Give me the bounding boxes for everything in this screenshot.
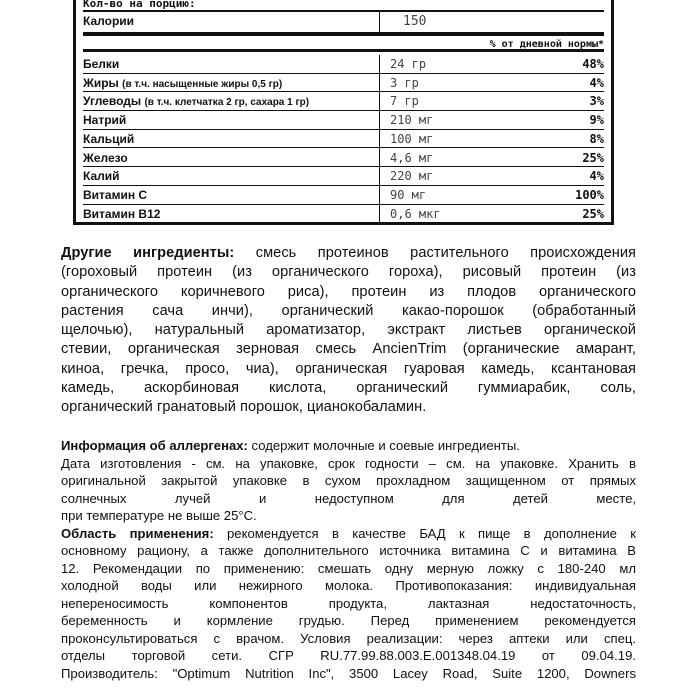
column-divider [379,55,380,223]
usage-line: холодной воды или нежирного молока. Противопоказания: индивидуальная [61,578,636,593]
nutrient-name: Железо [83,150,128,165]
nutrient-amount: 210 мг [390,113,434,128]
nutrient-name: Витамин С [83,187,148,202]
nutrient-daily-value: 100% [575,187,604,202]
nutrient-row [83,167,604,186]
nutrient-amount: 3 гр [390,75,419,90]
ingredients-line: растения сача инчи), органический какао-порошок (обработанный [61,302,636,319]
ingredients-line: киноа, гречка, просо, чиа), органическая гуаровая камедь, ксантановая [61,360,636,377]
ingredients-paragraph [61,244,636,418]
storage-line: оригинальной закрытой упаковке в сухом прохладном защищенном от прямых [61,473,636,488]
nutrient-daily-value: 4% [589,75,604,90]
nutrient-name: Натрий [83,113,127,128]
nutrient-amount: 220 мг [390,169,434,184]
ingredients-label: Другие ингредиенты: [61,245,235,261]
ingredients-line: стевии, органическая зерновая смесь AncienTrim (органические амарант, [61,341,636,358]
nutrient-row [83,111,604,130]
nutrient-amount: 7 гр [390,94,419,109]
nutrient-name: Кальций [83,131,135,146]
header-separator [83,49,604,52]
info-paragraph [61,437,636,682]
nutrient-daily-value: 3% [589,94,604,109]
storage-line: солнечных лучей и недоступном для детей месте, [61,490,636,506]
nutrient-daily-value: 25% [582,206,604,221]
usage-label: Область применения: [61,525,214,541]
ingredients-line: органического коричневого риса), протеин из плодов органического [61,283,636,300]
nutrient-daily-value: 8% [589,131,604,146]
nutrition-facts-panel [73,0,614,225]
calories-row [83,10,604,36]
usage-line: беременность и кормление грудью. Перед применением рекомендуется [61,613,636,628]
nutrient-daily-value: 9% [589,113,604,128]
nutrient-row [83,149,604,168]
calories-label: Калории [83,14,135,28]
nutrient-note: (в т.ч. насыщенные жиры 0,5 гр) [122,78,283,90]
nutrient-name: Жиры (в т.ч. насыщенные жиры 0,5 гр) [83,75,283,90]
usage-line: основному рациону, а также дополнительного источника витамина С и витамина В [61,543,636,558]
nutrient-name: Белки [83,57,120,71]
nutrient-name: Калий [83,169,120,184]
serving-label: Кол-во на порцию: [83,0,196,10]
column-divider [379,12,380,32]
usage-line: проконсультироваться с врачом. Условия реализации: через аптеки или спец. [61,630,636,646]
storage-line: при температуре не выше 25°С. [61,508,257,523]
storage-line: Дата изготовления - см. на упаковке, срок годности – см. на упаковке. Хранить в [61,455,636,471]
nutrient-daily-value: 48% [582,57,604,71]
usage-line: рекомендуется в качестве БАД к пище в дополнение к [213,525,636,541]
nutrient-name: Углеводы (в т.ч. клетчатка 2 гр, сахара 1 гр) [83,94,310,109]
ingredients-line: камедь, аскорбиновая кислота, органический гуммиарабик, соль, [61,380,636,397]
nutrient-row [83,205,604,224]
usage-line: Производитель: "Optimum Nutrition Inc", 3500 Lacey Road, Suite 1200, Downers [61,665,636,681]
nutrient-daily-value: 25% [582,150,604,165]
usage-line: 12. Рекомендации по применению: смешать одну мерную ложку с 180-240 мл [61,560,636,576]
nutrient-amount: 24 гр [390,57,427,71]
nutrient-row [83,130,604,149]
ingredients-line: щелочью), натуральный ароматизатор, экстракт листьев органической [61,322,636,339]
nutrient-name: Витамин В12 [83,206,161,221]
allergens-label: Информация об аллергенах: [61,438,248,453]
nutrient-row [83,186,604,205]
nutrient-row [83,74,604,93]
daily-value-header: % от дневной нормы* [489,39,604,50]
nutrient-amount: 0,6 мкг [390,206,441,221]
allergens-text: содержит молочные и соевые ингредиенты. [247,438,520,453]
nutrient-amount: 90 мг [390,187,427,202]
usage-line: непереносимость компонентов продукта, лактазная недостаточность, [61,595,636,611]
ingredients-line: смесь протеинов растительного происхождения [234,245,637,261]
nutrient-note: (в т.ч. клетчатка 2 гр, сахара 1 гр) [144,97,310,109]
nutrient-amount: 4,6 мг [390,150,434,165]
ingredients-line: (гороховый протеин (из органического гороха), рисовый протеин (из [61,264,636,281]
calories-value: 150 [403,14,427,29]
nutrient-row [83,92,604,111]
nutrient-daily-value: 4% [589,169,604,184]
ingredients-line: органический гранатовый порошок, цианокобаламин. [61,399,427,416]
usage-line: отделы торговой сети. СГР RU.77.99.88.003.Е.001348.04.19 от 09.04.19. [61,648,636,663]
nutrient-amount: 100 мг [390,131,434,146]
nutrient-row [83,55,604,74]
